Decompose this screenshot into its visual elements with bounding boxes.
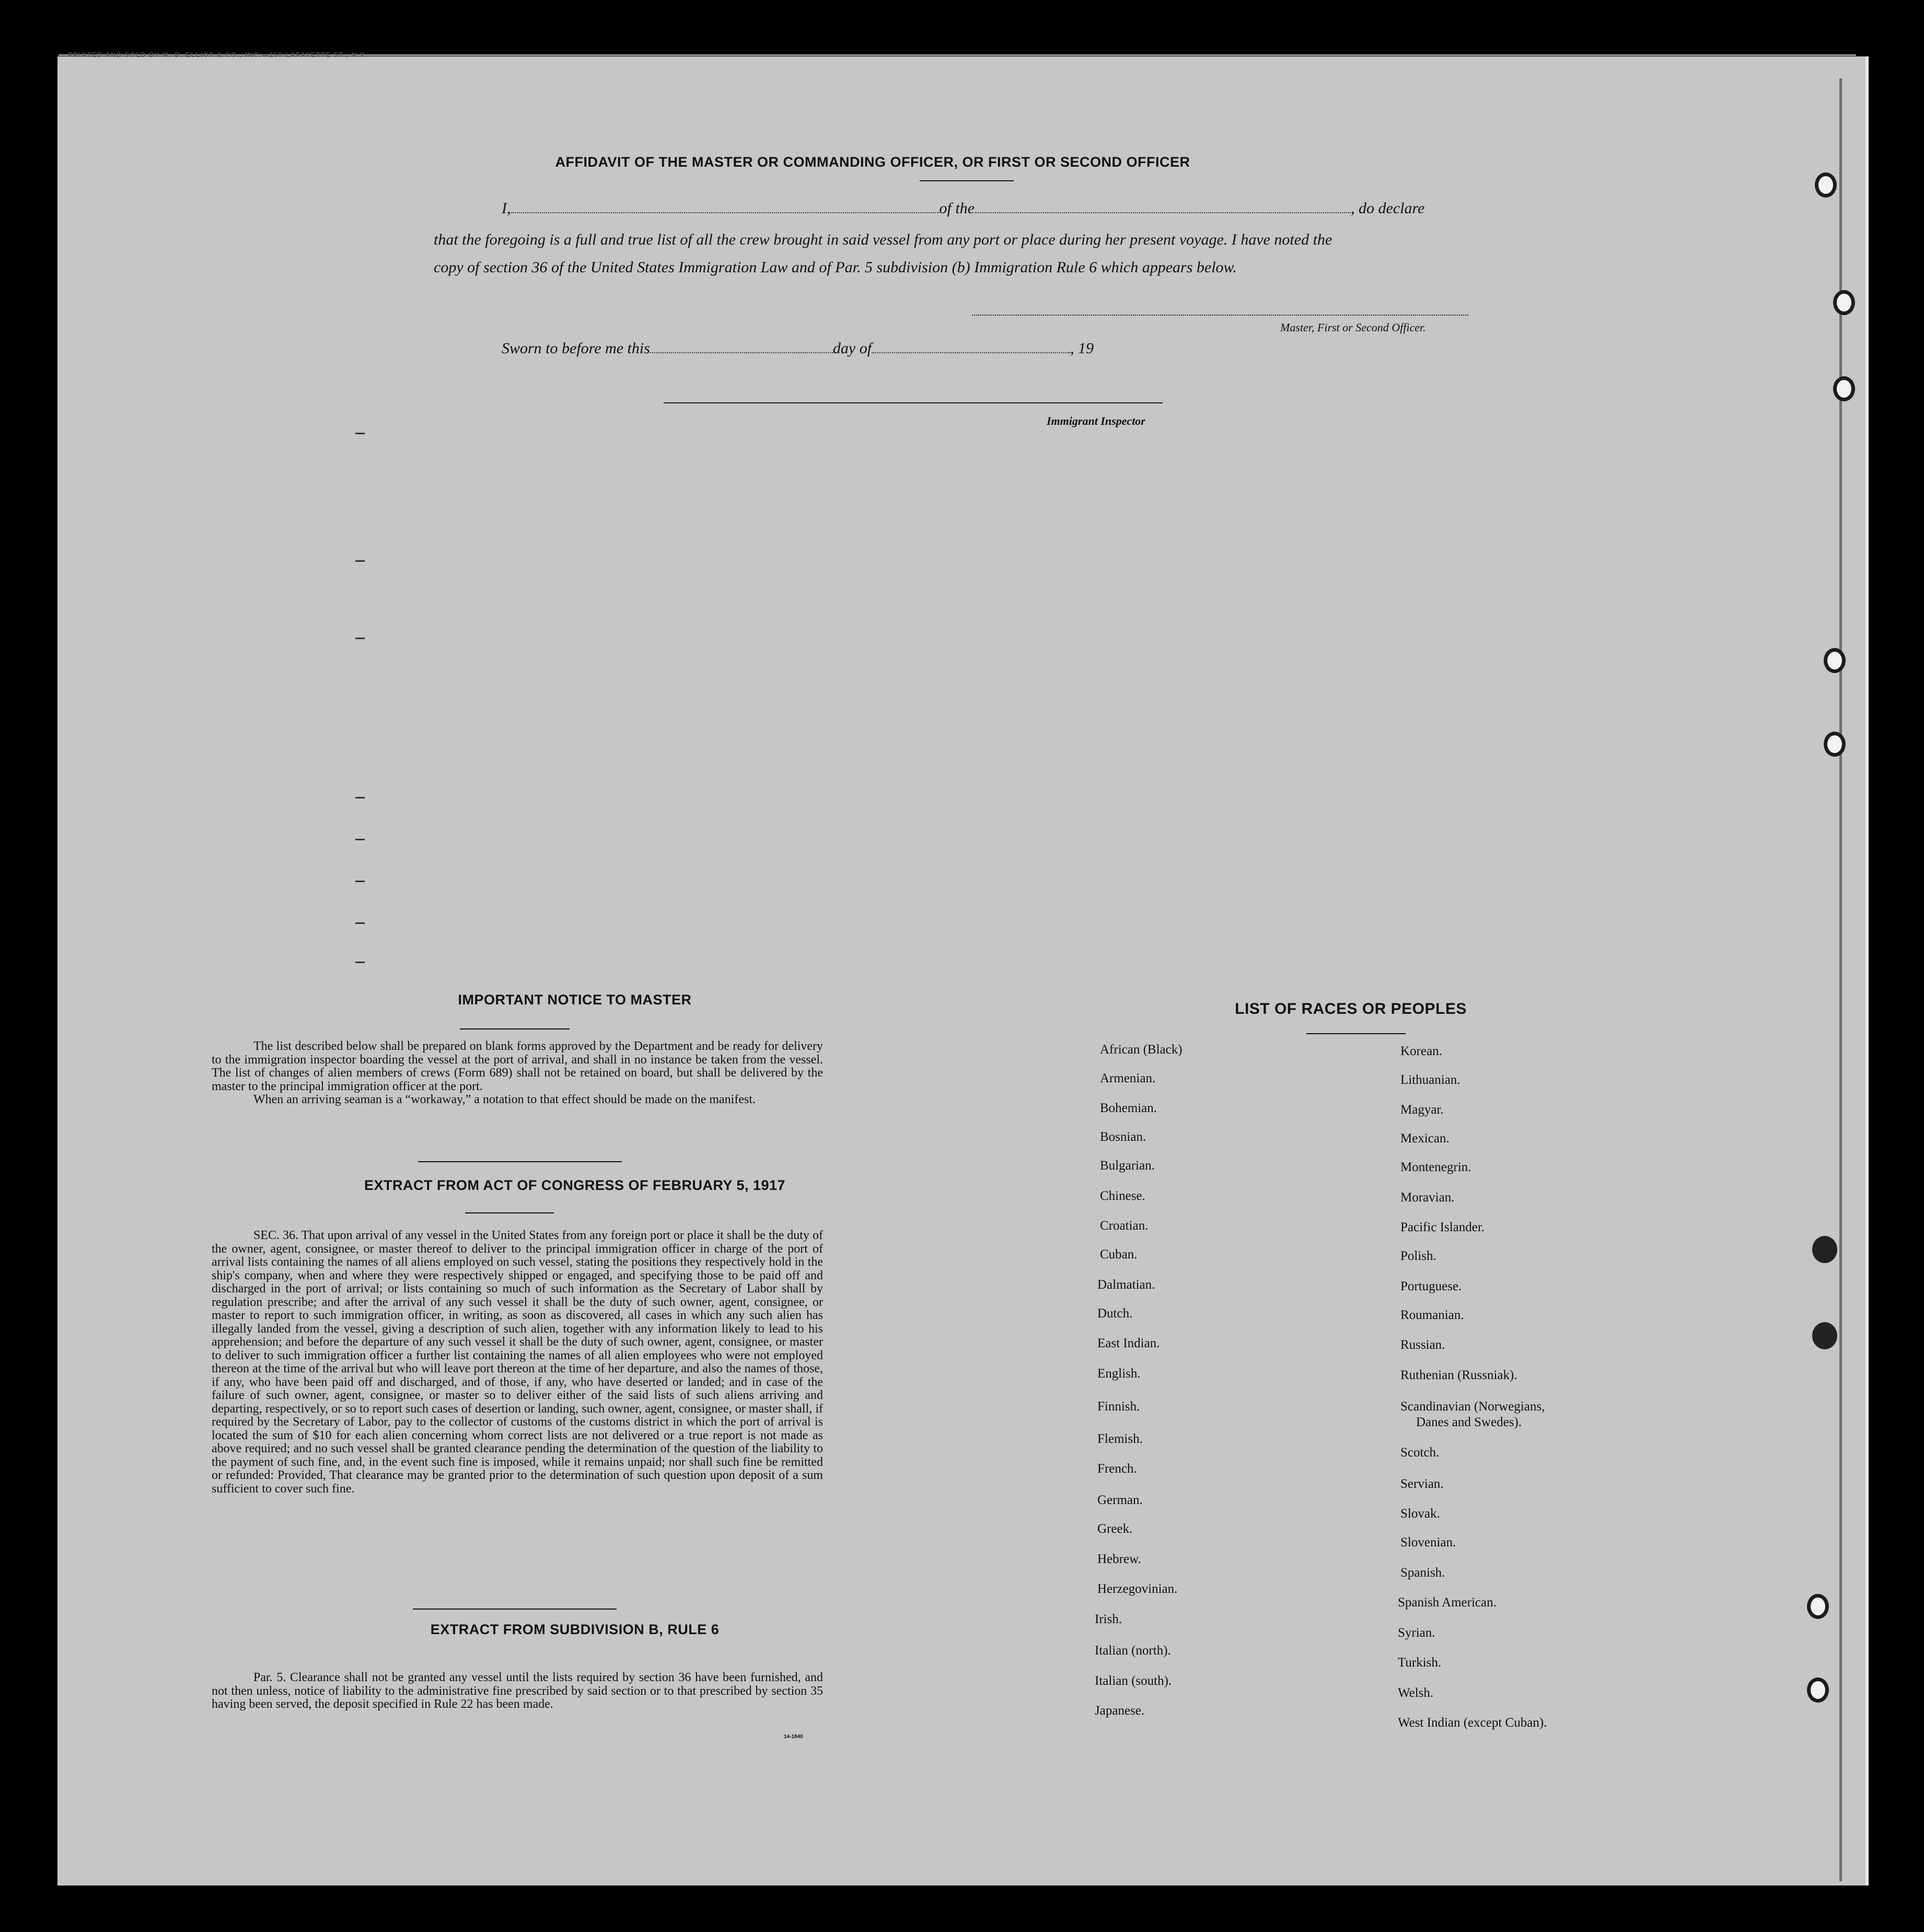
margin-tick <box>355 881 365 882</box>
day-blank <box>650 341 833 353</box>
extract-act-title: EXTRACT FROM ACT OF CONGRESS OF FEBRUARY 5, 1917 <box>364 1177 786 1193</box>
race-item: Spanish American. <box>1398 1595 1497 1610</box>
margin-tick <box>355 962 365 963</box>
race-item: Spanish. <box>1400 1566 1445 1580</box>
punch-hole <box>1807 1678 1829 1703</box>
margin-tick <box>355 433 365 434</box>
race-item: Turkish. <box>1398 1656 1442 1670</box>
sworn-label: Sworn to before me this <box>502 340 650 357</box>
title-rule <box>920 180 1014 181</box>
month-blank <box>872 341 1070 353</box>
race-item: Bulgarian. <box>1100 1159 1155 1173</box>
section-rule <box>418 1161 622 1162</box>
vessel-blank <box>975 201 1351 213</box>
races-rule <box>1306 1033 1406 1034</box>
form-number: 14-1840 <box>784 1734 803 1740</box>
race-item: African (Black) <box>1100 1043 1183 1057</box>
race-item: Croatian. <box>1100 1219 1149 1233</box>
affidavit-i-label: I, <box>502 200 511 217</box>
race-item: Slovak. <box>1400 1507 1440 1521</box>
affidavit-line2: that the foregoing is a full and true list of all the crew brought in said vessel from any port or place during her present voyage. I have noted the <box>434 231 1332 248</box>
punch-hole <box>1833 290 1855 315</box>
race-item: Welsh. <box>1398 1686 1434 1700</box>
race-item: Dutch. <box>1097 1306 1133 1321</box>
notice-rule <box>460 1028 570 1029</box>
margin-tick <box>355 638 365 639</box>
par-5-paragraph: Par. 5. Clearance shall not be granted any vessel until the lists required by section 36 have been furnished, and not then unless, notice of liability to the administrative fine prescribed by said section or to that prescribed by section 35 having been served, the deposit specified in Rule 22 has been made. <box>212 1671 823 1711</box>
master-signature-line <box>972 315 1468 316</box>
affidavit-line1 <box>502 200 1424 217</box>
race-item: Pacific Islander. <box>1400 1220 1485 1234</box>
race-item: Moravian. <box>1400 1190 1455 1205</box>
master-signature-label: Master, First or Second Officer. <box>1280 321 1426 334</box>
extract-act-text <box>212 1229 823 1496</box>
race-item: Irish. <box>1095 1612 1122 1626</box>
extract-rule-text <box>212 1671 823 1711</box>
notice-paragraph-2: When an arriving seaman is a “workaway,” a notation to that effect should be made on the manifest. <box>253 1093 756 1106</box>
race-item: German. <box>1097 1493 1143 1507</box>
extract-rule-title: EXTRACT FROM SUBDIVISION B, RULE 6 <box>430 1622 720 1637</box>
section-rule <box>413 1609 617 1610</box>
race-item: Lithuanian. <box>1400 1073 1461 1087</box>
affidavit-title: AFFIDAVIT OF THE MASTER OR COMMANDING OFFICER, OR FIRST OR SECOND OFFICER <box>555 154 1190 170</box>
race-item: Magyar. <box>1400 1103 1444 1117</box>
race-item: Servian. <box>1400 1477 1444 1491</box>
affidavit-of-label: of the <box>939 200 975 217</box>
race-item: Cuban. <box>1100 1247 1138 1262</box>
race-item: Polish. <box>1400 1249 1436 1263</box>
day-of-label: day of <box>832 340 872 357</box>
race-item: Italian (south). <box>1095 1674 1172 1688</box>
race-item: Slovenian. <box>1400 1535 1456 1549</box>
race-item: Bosnian. <box>1100 1130 1146 1144</box>
affidavit-declare-label: , do declare <box>1351 200 1425 217</box>
punch-hole <box>1807 1594 1829 1619</box>
sworn-line <box>502 340 1094 357</box>
race-item: Portuguese. <box>1400 1279 1462 1293</box>
margin-tick <box>355 560 365 562</box>
race-item: Chinese. <box>1100 1189 1145 1203</box>
race-item: West Indian (except Cuban). <box>1398 1716 1547 1730</box>
margin-tick <box>355 839 365 840</box>
race-item: Scandinavian (Norwegians, <box>1400 1399 1545 1414</box>
race-item: Armenian. <box>1100 1071 1156 1085</box>
race-item: Dalmatian. <box>1097 1278 1155 1292</box>
race-item: English. <box>1097 1367 1141 1381</box>
punch-hole <box>1824 732 1846 757</box>
margin-tick <box>355 797 365 799</box>
form-page <box>57 56 1869 1885</box>
notice-text <box>212 1040 823 1107</box>
printer-imprint: PRINTED AND SOLD BY M. B. ELLIOT & CO., INC.—150 LAFAYETTE ST., N.Y. <box>68 51 367 59</box>
race-item: Roumanian. <box>1400 1308 1464 1322</box>
race-item: Herzegovinian. <box>1097 1582 1178 1596</box>
race-item: Japanese. <box>1095 1704 1145 1718</box>
race-item: Ruthenian (Russniak). <box>1400 1368 1517 1382</box>
inspector-signature-line <box>664 402 1163 403</box>
race-item: Korean. <box>1400 1044 1442 1058</box>
sheet-edge-right <box>1839 78 1842 1881</box>
extract-act-rule <box>465 1212 554 1213</box>
notice-title: IMPORTANT NOTICE TO MASTER <box>458 992 692 1008</box>
year-label: , 19 <box>1070 340 1094 357</box>
inspector-signature-label: Immigrant Inspector <box>1047 414 1145 427</box>
race-item: French. <box>1097 1462 1137 1476</box>
punch-hole <box>1812 1236 1837 1263</box>
race-item: Mexican. <box>1400 1131 1450 1146</box>
race-item: Italian (north). <box>1095 1644 1171 1658</box>
punch-hole <box>1833 376 1855 401</box>
punch-hole <box>1824 648 1846 673</box>
race-item: Montenegrin. <box>1400 1160 1471 1174</box>
section-36-paragraph: SEC. 36. That upon arrival of any vessel in the United States from any foreign port or place it shall be the duty of the owner, agent, consignee, or master thereof to deliver to the principal immigration officer in charge of the port of arrival lists containing the names of all aliens employed on such vessel, stating the positions they respectively hold in the ship's company, when and where they were respectively shipped or engaged, and specifying those to be paid off and discharged in the port of arrival; or lists containing so much of such information as the Secretary of Labor shall by regulation prescribe; and after the arrival of any such vessel it shall be the duty of such owner, agent, consignee, or master to report to such immigration officer, in writing, as soon as discovered, all cases in which any such alien has illegally landed from the vessel, giving a description of such alien, together with any information likely to lead to his apprehension; and before the departure of any such vessel it shall be the duty of such owner, agent, consignee, or master to deliver to such immigration officer a further list containing the names of all alien employees who were not employed thereon at the time of the arrival but who will leave port thereon at the time of her departure, and also the names of those, if any, who have been paid off and discharged, and of those, if any, who have deserted or landed; and in case of the failure of such owner, agent, consignee, or master so to deliver either of the said lists of such aliens arriving and departing, respectively, or so to report such cases of desertion or landing, such owner, agent, consignee, or master shall, if required by the Secretary of Labor, pay to the collector of customs of the customs district in which the port of arrival is located the sum of $10 for each alien concerning whom correct lists are not delivered or a true report is not made as above required; and no such vessel shall be granted clearance pending the determination of the question of the liability to the payment of such fine, and, in the event such fine is imposed, while it remains unpaid; nor shall such fine be remitted or refunded: Provided, That clearance may be granted prior to the determination of such question upon deposit of a sum sufficient to cover such fine. <box>212 1229 823 1496</box>
race-item: Scotch. <box>1400 1445 1440 1460</box>
race-item: Bohemian. <box>1100 1101 1157 1115</box>
races-title: LIST OF RACES OR PEOPLES <box>1235 1000 1467 1017</box>
race-item: Hebrew. <box>1097 1552 1141 1566</box>
race-item: Flemish. <box>1097 1432 1143 1446</box>
punch-hole <box>1815 172 1837 198</box>
notice-paragraph-1: The list described below shall be prepared on blank forms approved by the Department and be ready for delivery to the immigration inspector boarding the vessel at the port of arrival, and shall in no instance be taken from the vessel. The list of changes of alien members of crews (Form 689) shall not be retained on board, but shall be delivered by the master to the principal immigration officer at the port. <box>212 1039 823 1093</box>
race-item: East Indian. <box>1097 1336 1160 1350</box>
affidavit-line3: copy of section 36 of the United States Immigration Law and of Par. 5 subdivision (b) Immigration Rule 6 which appears below. <box>434 259 1237 276</box>
race-item: Russian. <box>1400 1338 1445 1352</box>
race-item: Greek. <box>1097 1522 1133 1536</box>
punch-hole <box>1812 1322 1837 1349</box>
race-item: Danes and Swedes). <box>1416 1415 1522 1429</box>
name-blank <box>511 201 940 213</box>
race-item: Syrian. <box>1398 1626 1435 1640</box>
margin-tick <box>355 922 365 924</box>
race-item: Finnish. <box>1097 1399 1140 1414</box>
